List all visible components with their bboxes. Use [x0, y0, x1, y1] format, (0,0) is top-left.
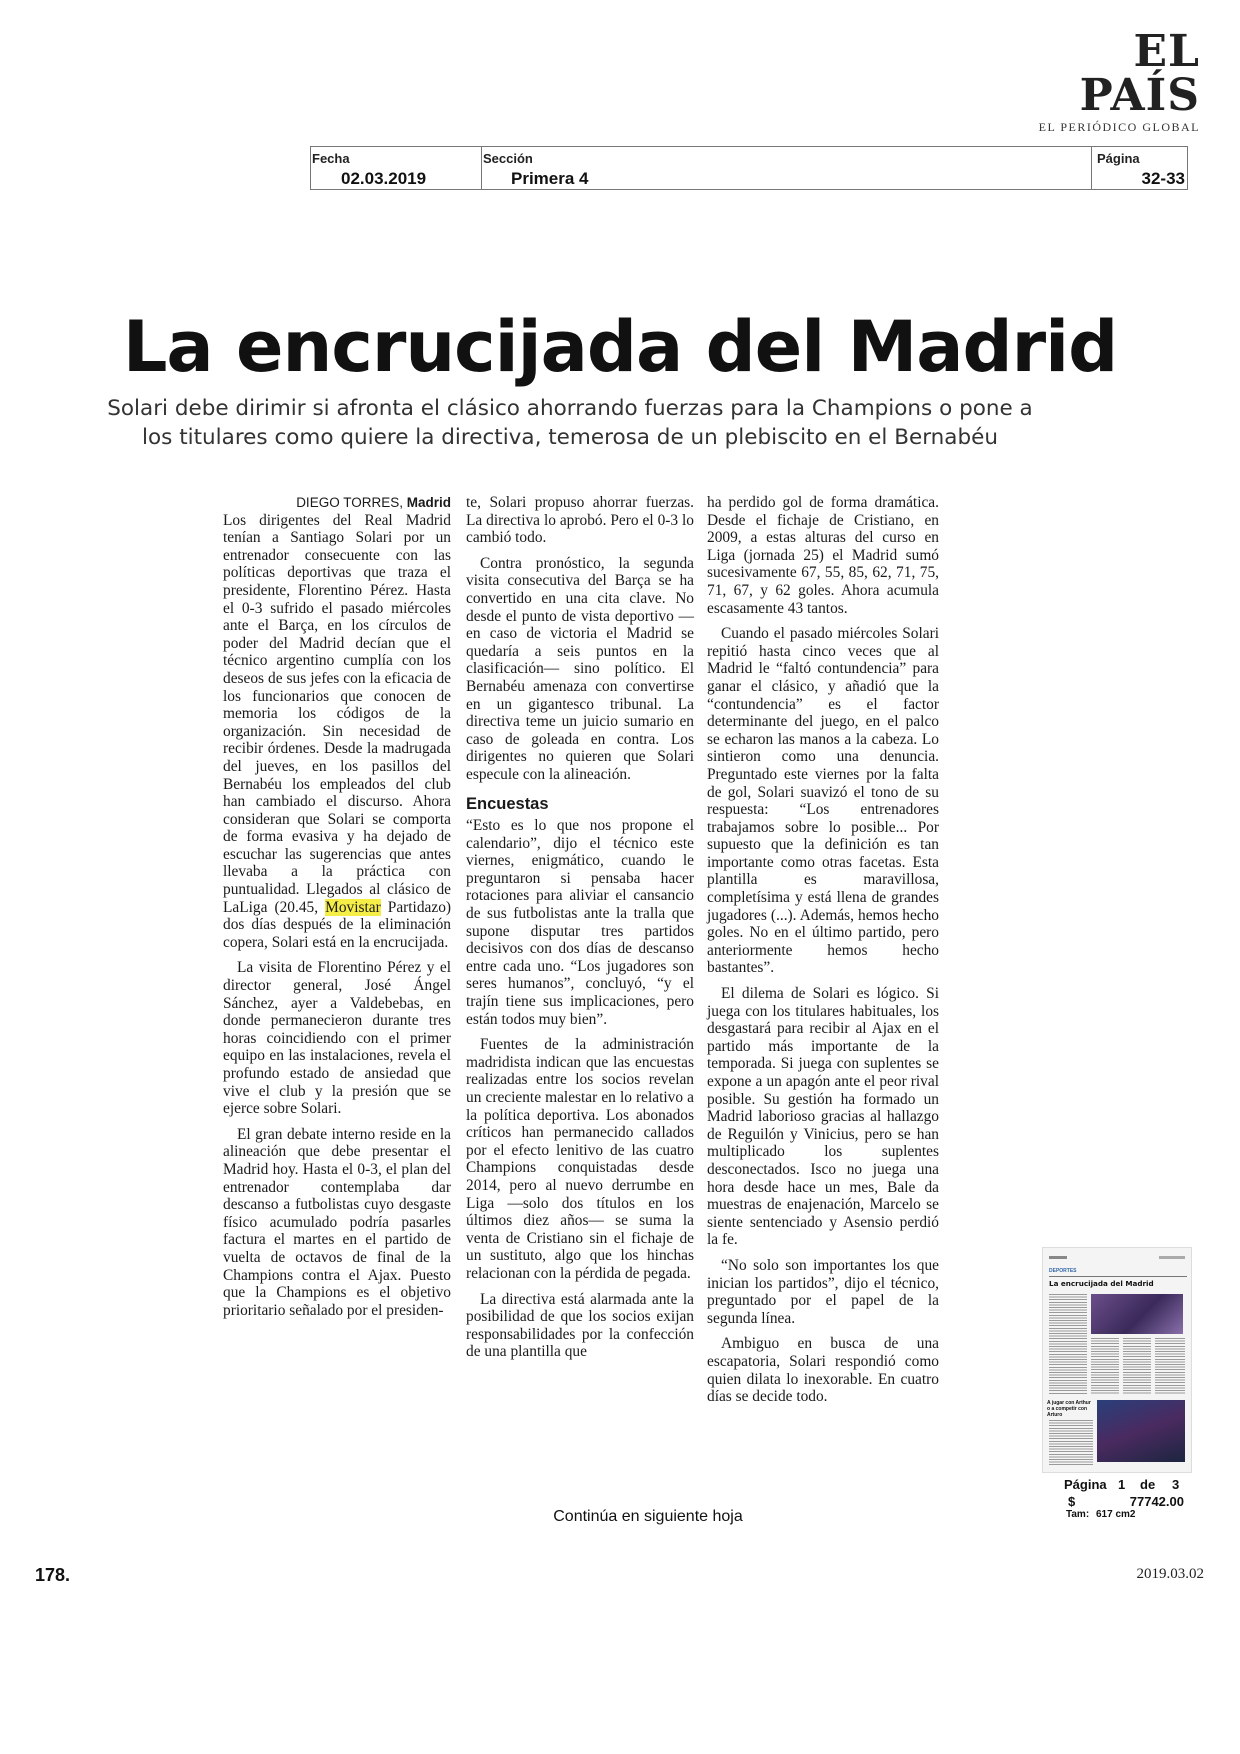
pagina-value: 32-33: [1141, 169, 1185, 188]
article-paragraph: Contra pronóstico, la segunda visita consecutiva del Barça se ha convertido en una cita clave. No desde el punto de vista deportivo —en caso de victoria el Madrid se quedaría a seis puntos en la clasificación— sino político. El Bernabéu amenaza con convertirse en un gigantesco tribunal. La directiva teme un juicio sumario en caso de goleada en contra. Los dirigentes no quieren que Solari especule con la alineación.: [466, 554, 694, 783]
continues-next-page-note: Continúa en siguiente hoja: [553, 1508, 743, 1525]
article-headline: La encrucijada del Madrid: [122, 306, 1118, 388]
seccion-value: Primera 4: [511, 169, 589, 188]
article-paragraph: Cuando el pasado miércoles Solari repitió hasta cinco veces que al Madrid le “faltó contundencia” para ganar el clásico, y añadió que la “contundencia” es el factor determinante del juego, en el palco se echaron las manos a la cabeza. Lo sintieron como una denuncia. Preguntado este viernes por la falta de gol, Solari suavizó el tono de su respuesta: “Los entrenadores trabajamos sobre lo posible... Por supuesto que la definición es tan importante como otras facetas. Esta plantilla es maravillosa, completísima y está llena de grandes jugadores (...). Además, hemos hecho goles. No en el último partido, pero anteriormente hemos hecho bastantes”.: [707, 625, 939, 977]
pagina-cell: [1091, 147, 1187, 189]
article-paragraph: “No solo son importantes los que inician los partidos”, dijo el técnico, preguntado por el papel de la segunda línea.: [707, 1256, 939, 1327]
article-paragraph: Fuentes de la administración madridista indican que las encuestas realizadas entre los socios revelan un creciente malestar en lo relativo a la política deportiva. Los abonados críticos han permanecido callados por el efecto lenitivo de las cuatro Champions conquistadas desde 2014, pero al nuevo derrumbe en Liga —solo dos títulos en los últimos diez años— se suma la venta de Cristiano sin el fichaje de un sustituto, algo que los hinchas relacionan con la pérdida de pegada.: [466, 1036, 694, 1282]
page-label: Página: [1064, 1477, 1107, 1492]
amount-row: [1060, 1494, 1186, 1509]
currency-symbol: $: [1068, 1494, 1076, 1509]
article-paragraph: “Esto es lo que nos propone el calendario”, dijo el técnico este viernes, enigmático, cuando le preguntaron si pensaba hacer rotaciones para aliviar el cansancio de sus futbolistas ante la tralla que supone disputar tres partidos decisivos con dos días de descanso entre cada uno. “Los jugadores son seres humanos”, concluyó, “y el trajín tiene sus implicaciones, pero están todos muy bien”.: [466, 817, 694, 1028]
article-paragraph: El gran debate interno reside en la alineación que debe presentar el Madrid hoy. Hasta el 0-3, el plan del entrenador contemplaba dar descanso a futbolistas cuyo desgaste físico acumulado podría pasarles factura el martes en el partido de vuelta de octavos de final de la Champions contra el Ajax. Puesto que la Champions es el objetivo prioritario señalado por el presiden-: [223, 1125, 451, 1319]
tam-label: Tam:: [1066, 1509, 1090, 1520]
article-column-3: [707, 494, 939, 1406]
footer-date: 2019.03.02: [1136, 1566, 1204, 1582]
article-paragraph: La directiva está alarmada ante la posibilidad de que los socios exijan responsabilidades por la confección de una plantilla que: [466, 1290, 694, 1361]
masthead-tagline: EL PERIÓDICO GLOBAL: [1038, 120, 1200, 134]
seccion-cell: [481, 147, 1092, 189]
fecha-value: 02.03.2019: [341, 169, 427, 188]
clipping-number: 178.: [35, 1565, 71, 1585]
byline: [223, 494, 451, 512]
thumbnail-top-bar: [1049, 1256, 1185, 1264]
thumbnail-text-block: [1123, 1338, 1151, 1394]
clipping-info-box: [310, 146, 1188, 190]
fecha-cell: [311, 147, 482, 189]
tam-value: 617 cm2: [1096, 1509, 1136, 1520]
thumbnail-text-block: [1049, 1294, 1087, 1394]
article-paragraph: [223, 512, 451, 952]
highlighted-term: Movistar: [325, 898, 381, 916]
thumbnail-text-block: [1049, 1420, 1093, 1466]
page-number: 1: [1118, 1477, 1126, 1492]
page-total: 3: [1172, 1477, 1180, 1492]
fecha-label: Fecha: [312, 151, 350, 166]
article-column-1: [223, 494, 451, 1319]
page-thumbnail: [1042, 1247, 1192, 1473]
article-paragraph: te, Solari propuso ahorrar fuerzas. La directiva lo aprobó. Pero el 0-3 lo cambió todo.: [466, 494, 694, 547]
article-paragraph: La visita de Florentino Pérez y el director general, José Ángel Sánchez, ayer a Valdebebas, en donde permanecieron durante tres horas coincidiendo con el primer equipo en las instalaciones, revela el profundo estado de ansiedad que vive el club y la presión que se ejerce sobre Solari.: [223, 959, 451, 1118]
pagina-label: Página: [1097, 151, 1140, 166]
article-column-2: [466, 494, 694, 1361]
thumbnail-rule: [1049, 1276, 1187, 1277]
article-subhead: Solari debe dirimir si afronta el clásico ahorrando fuerzas para la Champions o pone a los titulares como quiere la directiva, temerosa de un plebiscito en el Bernabéu: [107, 396, 1033, 450]
amount-value: 77742.00: [1129, 1494, 1184, 1509]
page-count-row: [1060, 1477, 1186, 1494]
seccion-label: Sección: [483, 151, 533, 166]
section-heading: Encuestas: [466, 794, 549, 813]
thumbnail-section-label: DEPORTES: [1049, 1268, 1077, 1274]
thumbnail-text-block: [1091, 1338, 1119, 1394]
thumbnail-headline: La encrucijada del Madrid: [1049, 1279, 1154, 1288]
byline-author: DIEGO TORRES,: [296, 495, 403, 510]
paragraph-text: Los dirigentes del Real Madrid tenían a Santiago Solari por un entrenador consecuente con las políticas deportivas que traza el presidente, Florentino Pérez. Hasta el 0-3 sufrido el pasado miércoles ante el Barça, en los círculos de poder del Madrid decían que el técnico argentino cumplía con los deseos de sus jefes con la eficacia de los funcionarios que conocen de memoria los códigos de la organización. Sin necesidad de recibir órdenes. Desde la madrugada del jueves, en los pasillos del Bernabéu los empleados del club han cambiado el discurso. Ahora consideran que Solari se comporta de forma evasiva y ha dejado de escuchar las sugerencias que antes llevaba a la práctica con puntualidad. Llegados al clásico de LaLiga (20.45,: [223, 511, 451, 916]
page-of-label: de: [1140, 1477, 1156, 1492]
paragraph-text: Partidazo) dos días después de la eliminación copera, Solari está en la encrucijada.: [223, 898, 452, 951]
thumbnail-photo: [1091, 1294, 1183, 1334]
el-pais-logo: EL PAÍS: [1079, 26, 1200, 121]
thumbnail-photo: [1097, 1400, 1185, 1462]
article-paragraph: ha perdido gol de forma dramática. Desde el fichaje de Cristiano, en 2009, a estas alturas del curso en Liga (jornada 25) el Madrid sumó sucesivamente 67, 55, 85, 62, 71, 75, 71, 67, y 62 goles. Ahora acumula escasamente 43 tantos.: [707, 494, 939, 617]
article-paragraph: El dilema de Solari es lógico. Si juega con los titulares habituales, los desgastará para recibir al Ajax en el partido más importante de la temporada. Si juega con suplentes se expone a un apagón ante el peor rival posible. Su gestión ha formado un Madrid laborioso gracias al hallazgo de Reguilón y Vinicius, pero se han multiplicado los suplentes desconectados. Isco no juega una hora desde hace un mes, Bale da muestras de enajenación, Marcelo se siente sentenciado y Asensio perdió la fe.: [707, 985, 939, 1249]
article-paragraph: Ambiguo en busca de una escapatoria, Solari respondió como quien dilata lo inexorable. En cuatro días se decide todo.: [707, 1335, 939, 1406]
thumbnail-box-headline: A jugar con Arthur o a competir con Arturo: [1047, 1400, 1095, 1416]
thumbnail-text-block: [1155, 1338, 1185, 1394]
byline-place: Madrid: [406, 495, 451, 510]
masthead: [1020, 26, 1200, 135]
